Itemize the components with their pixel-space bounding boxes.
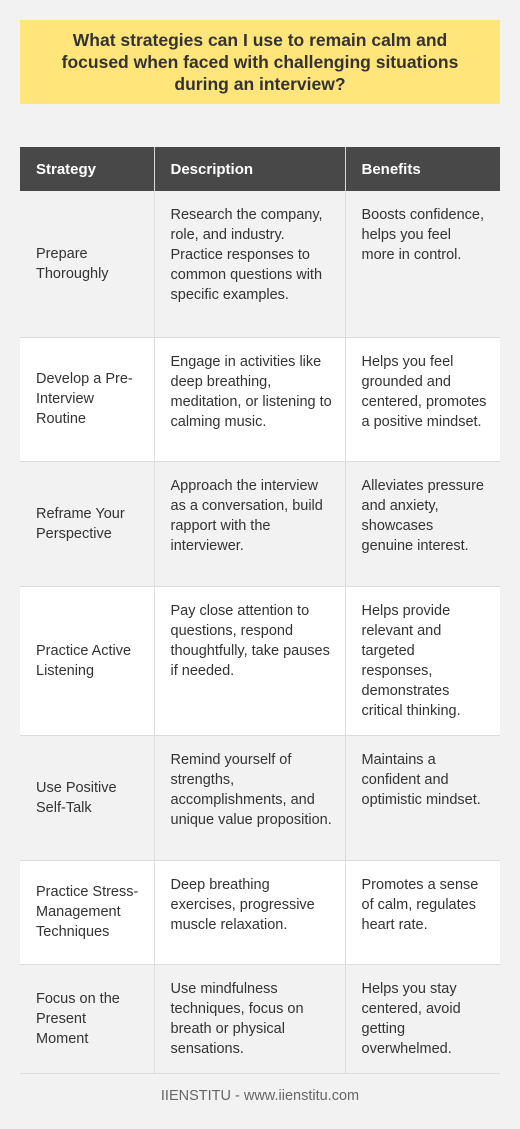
description-cell: Approach the interview as a conversation, build rapport with the interviewer. <box>154 461 345 586</box>
table-row <box>20 586 500 735</box>
benefits-cell: Helps provide relevant and targeted responses, demonstrates critical thinking. <box>345 586 500 735</box>
description-cell: Use mindfulness techniques, focus on breath or physical sensations. <box>154 964 345 1073</box>
table-row <box>20 461 500 586</box>
benefits-cell: Boosts confidence, helps you feel more in control. <box>345 191 500 337</box>
header-strategy: Strategy <box>20 147 154 191</box>
header-benefits: Benefits <box>345 147 500 191</box>
benefits-cell: Promotes a sense of calm, regulates heart rate. <box>345 860 500 964</box>
description-cell: Research the company, role, and industry. Practice responses to common questions with specific examples. <box>154 191 345 337</box>
description-cell: Engage in activities like deep breathing, meditation, or listening to calming music. <box>154 337 345 461</box>
table-header-row <box>20 147 500 191</box>
description-cell: Pay close attention to questions, respond thoughtfully, take pauses if needed. <box>154 586 345 735</box>
strategy-cell: Practice Active Listening <box>20 586 154 735</box>
benefits-cell: Alleviates pressure and anxiety, showcases genuine interest. <box>345 461 500 586</box>
table-row <box>20 337 500 461</box>
strategies-table <box>20 147 500 1074</box>
table-row <box>20 860 500 964</box>
benefits-cell: Maintains a confident and optimistic mindset. <box>345 735 500 860</box>
table-row <box>20 735 500 860</box>
page-title: What strategies can I use to remain calm and focused when faced with challenging situations during an interview? <box>61 30 459 94</box>
benefits-cell: Helps you stay centered, avoid getting overwhelmed. <box>345 964 500 1073</box>
strategy-cell: Reframe Your Perspective <box>20 461 154 586</box>
footer-credit: IIENSTITU - www.iienstitu.com <box>160 1088 360 1104</box>
header-description: Description <box>154 147 345 191</box>
table-row <box>20 191 500 337</box>
table-row <box>20 964 500 1073</box>
strategy-cell: Use Positive Self-Talk <box>20 735 154 860</box>
description-cell: Remind yourself of strengths, accomplishments, and unique value proposition. <box>154 735 345 860</box>
title-banner <box>20 20 500 104</box>
strategy-cell: Practice Stress-Management Techniques <box>20 860 154 964</box>
strategy-cell: Focus on the Present Moment <box>20 964 154 1073</box>
benefits-cell: Helps you feel grounded and centered, promotes a positive mindset. <box>345 337 500 461</box>
strategy-cell: Prepare Thoroughly <box>20 191 154 337</box>
strategy-cell: Develop a Pre-Interview Routine <box>20 337 154 461</box>
description-cell: Deep breathing exercises, progressive muscle relaxation. <box>154 860 345 964</box>
